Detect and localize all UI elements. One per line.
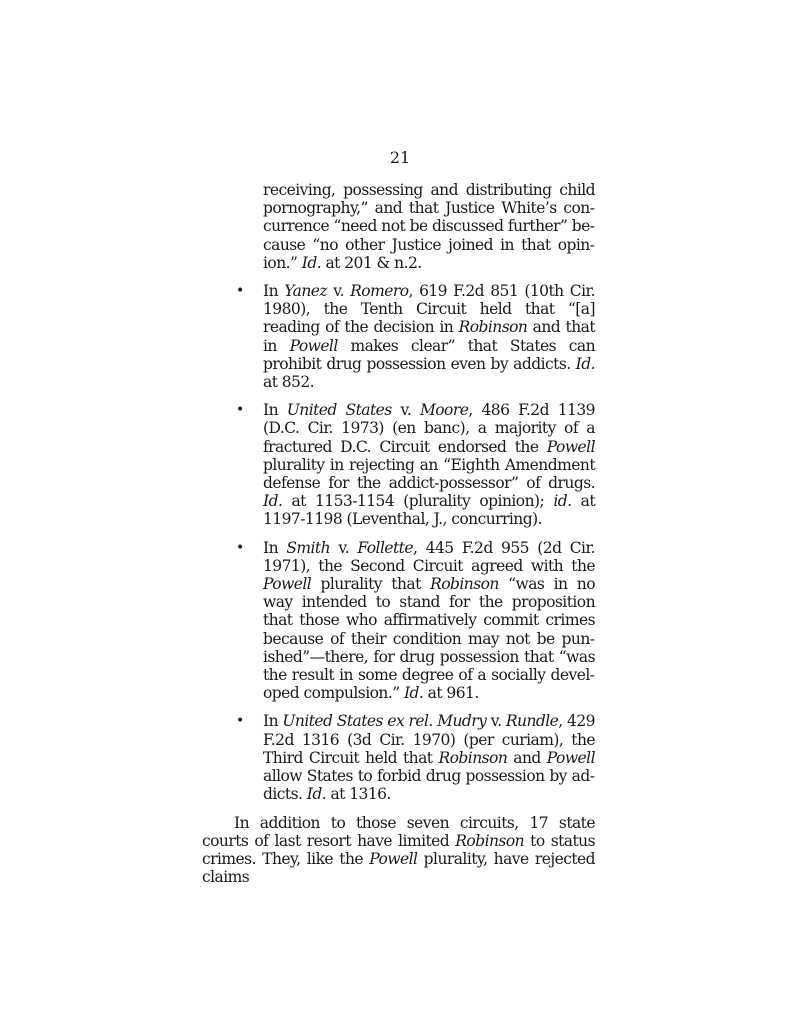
text-run: plurality, have rejected claims [202, 849, 596, 887]
text-run: receiving, possessing and distributing child pornography,” and that Justice White’s concurrence “need not be discussed further” because “no other Justice joined in that opinion.” [263, 181, 595, 272]
bullet-icon: • [236, 713, 244, 730]
text-run: , 429 F.2d 1316 (3d Cir. 1970) (per curiam), the Third Circuit held that [263, 712, 595, 767]
case-list [202, 282, 595, 803]
case-name: Powell [546, 437, 595, 456]
text-run: In [263, 401, 287, 420]
case-party: Follette [357, 538, 413, 557]
text-run: v. [330, 538, 358, 557]
case-party: Rundle [505, 712, 559, 731]
text-run: In [263, 712, 283, 731]
case-party: United States [286, 401, 392, 420]
case-party: Romero [350, 282, 409, 301]
list-item [236, 282, 596, 392]
citation-id: Id. [403, 684, 424, 703]
text-run: at 852. [263, 373, 315, 392]
text-run: at 1316. [326, 785, 391, 804]
closing-paragraph [202, 814, 595, 887]
citation-id: id. [553, 492, 572, 511]
text-run: , 486 F.2d 1139 (D.C. Cir. 1973) (en banc), a majority of a fractured D.C. Circuit endorsed the [263, 401, 595, 456]
continuation-paragraph [263, 181, 595, 272]
list-item [236, 401, 595, 529]
case-party: Smith [286, 538, 331, 557]
list-item [236, 712, 595, 804]
case-name: Powell [546, 748, 595, 767]
text-run: at 201 & n.2. [321, 253, 422, 272]
case-name: Robinson [430, 575, 499, 594]
case-name: Powell [263, 575, 312, 594]
text-run: at 1153-1154 (plurality opinion); [282, 492, 554, 511]
citation-id: Id. [575, 354, 595, 373]
bullet-icon: • [236, 402, 244, 419]
bullet-icon: • [236, 283, 244, 300]
text-run: , 619 F.2d 851 (10th Cir. 1980), the Tenth Circuit held that “[a] reading of the decision in [263, 282, 596, 337]
text-run: v. [486, 712, 506, 731]
text-run: v. [327, 282, 351, 301]
text-run: v. [391, 401, 420, 420]
case-party: United States ex rel. Mudry [282, 712, 487, 731]
text-run: plurality that [311, 575, 431, 594]
case-name: Robinson [455, 831, 525, 850]
text-run: at 1197-1198 (Leventhal, J., concurring). [263, 492, 595, 529]
text-run: plurality in rejecting an “Eighth Amendment defense for the addict-possessor” of drugs. [263, 455, 595, 493]
bullet-icon: • [236, 539, 244, 556]
text-run: and [507, 748, 547, 767]
citation-id: Id. [306, 785, 327, 804]
case-name: Robinson [438, 748, 508, 767]
text-run: In [263, 282, 285, 301]
text-run: allow States to forbid drug possession by addicts. [263, 767, 595, 804]
text-run: to status crimes. They, like the [202, 831, 595, 868]
text-run: at 961. [423, 684, 479, 703]
case-party: Moore [419, 401, 469, 420]
case-name: Powell [369, 849, 418, 868]
text-run: In addition to those seven circuits, 17 state courts of last resort have limited [202, 813, 595, 850]
case-party: Yanez [284, 282, 328, 301]
body-text [202, 181, 595, 886]
case-name: Robinson [458, 318, 528, 337]
text-run: and that in [263, 318, 595, 355]
citation-id: Id. [263, 492, 283, 511]
text-run: In [263, 538, 287, 557]
text-run: “was in no way intended to stand for the proposition that those who affirmatively commit crimes because of their condition may not be punished”—there, for drug possession that “was the result in some degree of a socially developed compulsion.” [263, 575, 596, 703]
citation-id: Id. [301, 253, 322, 272]
case-name: Powell [289, 336, 338, 355]
page-number: 21 [389, 148, 411, 167]
list-item [236, 538, 596, 703]
text-run: , 445 F.2d 955 (2d Cir. 1971), the Second Circuit agreed with the [263, 538, 595, 575]
text-run: makes clear” that States can prohibit drug possession even by addicts. [263, 336, 596, 373]
